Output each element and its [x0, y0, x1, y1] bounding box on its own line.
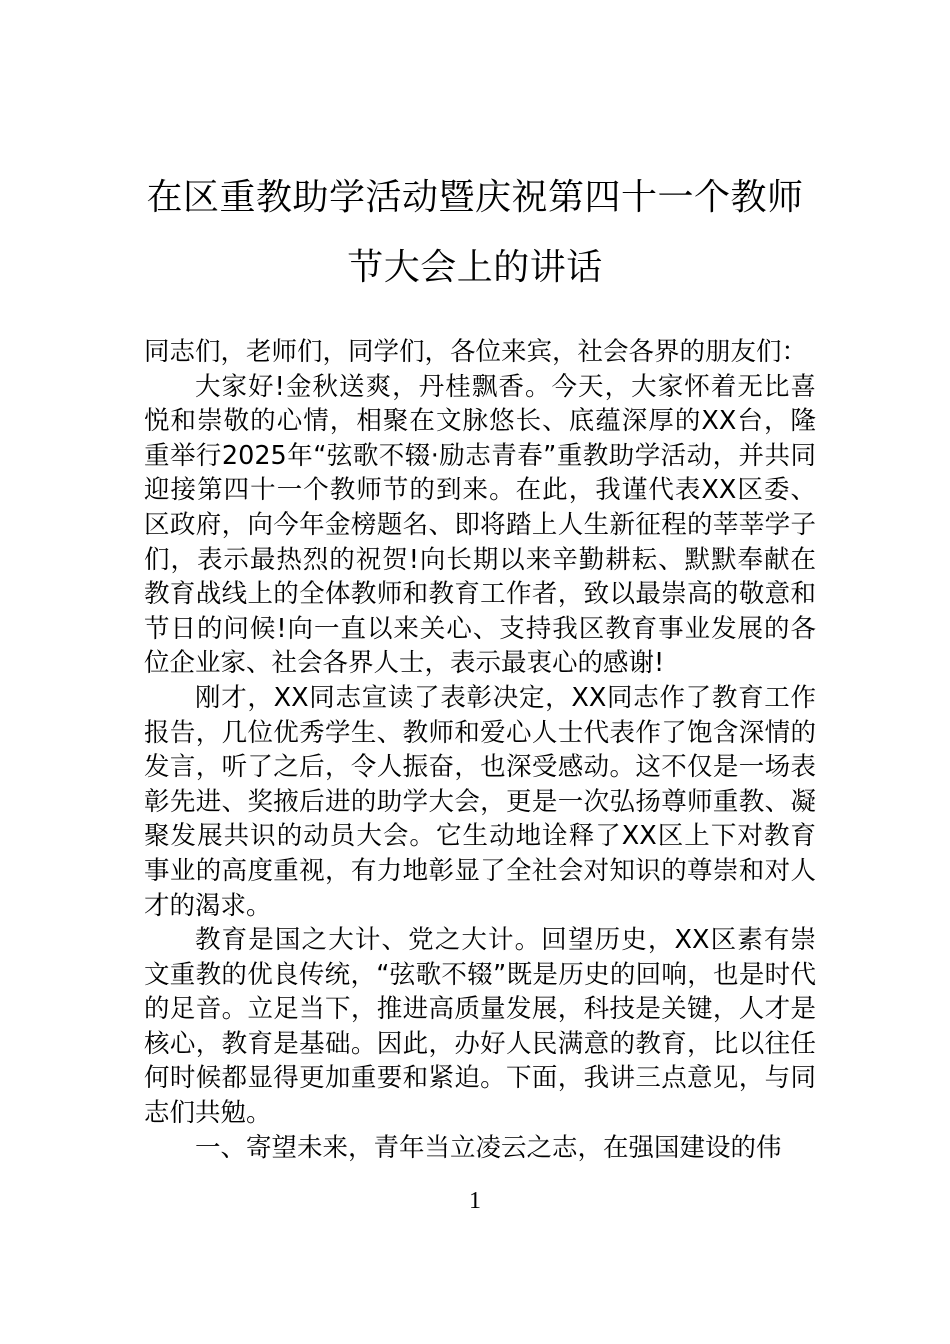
document-title-line-2: 节大会上的讲话	[347, 247, 603, 288]
salutation: 同志们，老师们，同学们，各位来宾，社会各界的朋友们：	[144, 337, 808, 367]
paragraph-greeting: 大家好!金秋送爽，丹桂飘香。今天，大家怀着无比喜悦和崇敬的心情，相聚在文脉悠长、底蕴深厚的XX台，隆重举行2025年“弦歌不辍·励志青春”重教助学活动，并共同迎接第四十一个教师节的到来。在此，我谨代表XX区委、区政府，向今年金榜题名、即将踏上人生新征程的莘莘学子们，表示最热烈的祝贺!向长期以来辛勤耕耘、默默奉献在教育战线上的全体教师和教育工作者，致以最崇高的敬意和节日的问候!向一直以来关心、支持我区教育事业发展的各位企业家、社会各界人士，表示最衷心的感谢!	[144, 371, 816, 679]
page-number: 1	[469, 1188, 481, 1214]
paragraph-review: 刚才，XX同志宣读了表彰决定，XX同志作了教育工作报告，几位优秀学生、教师和爱心人士代表作了饱含深情的发言，听了之后，令人振奋，也深受感动。这不仅是一场表彰先进、奖掖后进的助学大会，更是一次弘扬尊师重教、凝聚发展共识的动员大会。它生动地诠释了XX区上下对教育事业的高度重视，有力地彰显了全社会对知识的尊崇和对人才的渴求。	[144, 682, 816, 921]
document-title-line-1: 在区重教助学活动暨庆祝第四十一个教师	[146, 177, 804, 218]
paragraph-education-importance: 教育是国之大计、党之大计。回望历史，XX区素有崇文重教的优良传统，“弦歌不辍”既是历史的回响，也是时代的足音。立足当下，推进高质量发展，科技是关键，人才是核心，教育是基础。因此，办好人民满意的教育，比以往任何时候都显得更加重要和紧迫。下面，我讲三点意见，与同志们共勉。	[144, 925, 816, 1129]
document-body	[144, 335, 816, 1165]
section-heading-1: 一、寄望未来，青年当立凌云之志，在强国建设的伟	[195, 1132, 782, 1163]
